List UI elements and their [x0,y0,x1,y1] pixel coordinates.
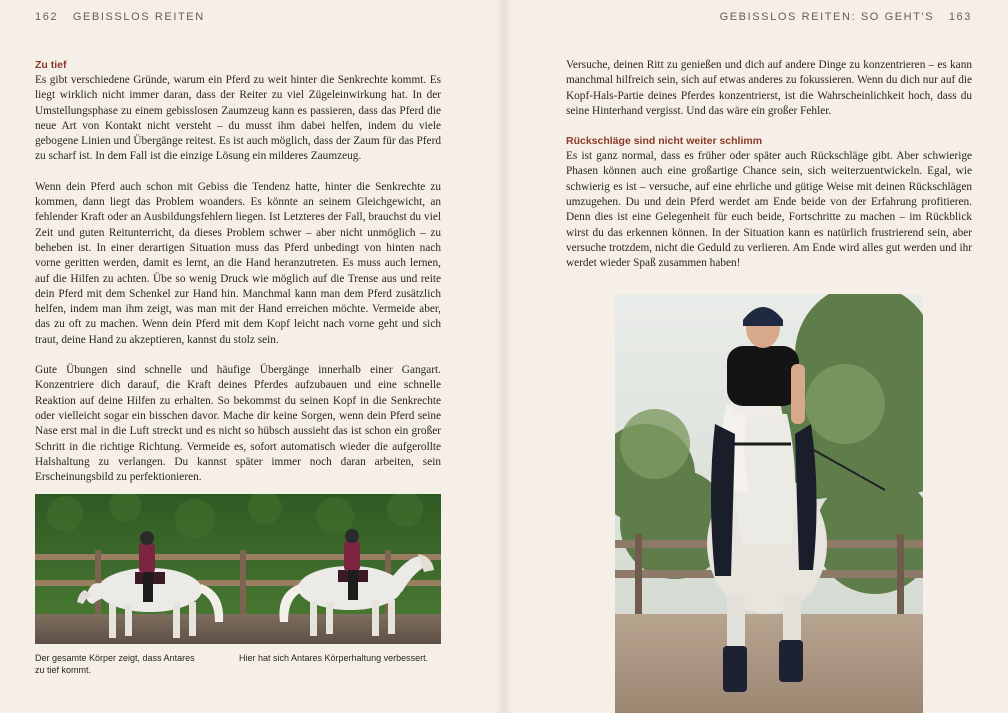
riding-photo-comparison [35,494,441,644]
rider-front-illustration [615,294,923,713]
photo-caption-1: Der gesamte Körper zeigt, dass Antares zu tief kommt. [35,653,195,675]
left-paragraph-1: Es gibt verschiedene Gründe, warum ein Pferd zu weit hinter die Senkrechte kommt. Es liegt wirklich nicht immer daran, dass der Reiter zu viel Zügeleinwirkung hat. In der Umstellungsphase zu einem gebisslosen Zaumzeug kann es passieren, dass das Pferd die neue Art von Kontakt nicht versteht – du musst ihm dabei helfen, indem du viele gebogene Linien und Übergänge reitest. Es ist auch möglich, dass der Zaum für das Pferd zu scharf ist. In dem Fall ist die einzige Lösung ein milderes Zaumzeug. [35,74,441,163]
section-heading-zu-tief: Zu tief [35,59,67,71]
right-running-head [720,11,972,23]
riding-photo-illustration [35,494,441,644]
section-heading-rueckschlaege: Rückschläge sind nicht weiter schlimm [566,135,763,148]
left-paragraph-2: Wenn dein Pferd auch schon mit Gebiss die Tendenz hatte, hinter die Senkrechte zu kommen, dann liegt das Problem woanders. Es könnte an seinem Gleichgewicht, an fehlender Kraft oder an Ausbildungsfehlern liegen. Ist Letzteres der Fall, brauchst du viel Zeit und guten Reitunterricht, da dieses Problem schwer – aber nicht unmöglich – zu beheben ist. In einer derartigen Situation muss das Pferd unbedingt von hinten nach vorne geritten werden, damit es lernt, an die Hand heranzutreten. Es muss auch lernen, auf die Hilfen zu achten. Übe so wenig Druck wie möglich auf die Trense aus und reite dein Pferd mit dem Schenkel zur Hand hin. Manchmal kann man dem Pferd zusätzlich helfen, indem man ihm zeigt, was man mit der Hand erreichen möchte. Vermeide aber, das zu oft zu machen. Wenn dein Pferd mit dem Kopf leicht nach vorne geht und sich traut, deine Hand zu akzeptieren, kannst du stolz sein. [35,180,441,346]
right-intro-paragraph: Versuche, deinen Ritt zu genießen und dich auf andere Dinge zu konzentrieren – es kann manchmal hilfreich sein, sich auf etwas anderes zu fokussieren. Wenn du dich nur auf die Kopf-Hals-Partie deines Pferdes konzentrierst, ist die Wahrscheinlichkeit hoch, dass du seine Hinterhand vergisst. Und das wäre ein großer Fehler. [566,59,972,117]
left-running-head [35,11,205,23]
left-text-column [35,58,441,500]
photo-caption-2: Hier hat sich Antares Körperhaltung verbessert. [239,653,429,663]
right-page [504,0,1008,713]
rider-front-photo [615,294,923,713]
right-paragraph-1: Es ist ganz normal, dass es früher oder später auch Rückschläge gibt. Aber schwierige Phasen können auch eine großartige Chance sein, sich weiterzuentwickeln. Egal, wie schwierig es ist – versuche, auf eine ehrliche und gütige Weise mit deinen Rückschlägen umzugehen. Du und dein Pferd werdet am Ende beide von der Erfahrung profitieren. Denn dies ist eine Gelegenheit für euch beide, Fortschritte zu machen – im Rückblick wirst du das erkennen können. In der Situation kann es natürlich frustrierend sein, aber versuche trotzdem, nicht die Geduld zu verlieren. Am Ende wird alles gut werden und ihr werdet wieder Spaß zusammen haben! [566,150,972,270]
right-text-column [566,58,972,287]
right-running-title: GEBISSLOS REITEN: SO GEHT'S [719,11,935,23]
left-paragraph-3: Gute Übungen sind schnelle und häufige Übergänge innerhalb einer Gangart. Konzentriere dich darauf, die Kraft deines Pferdes aufzubauen und eine schnelle Reaktion auf deine Hilfen zu erhalten. So bekommst du seinen Kopf in die Senkrechte oder vielleicht sogar ein bisschen davor. Mache dir keine Sorgen, wenn dein Pferd seine Nase erst mal in die Luft streckt und es nicht so hübsch aussieht das ist schon ein großer Schritt in die richtige Richtung. Vermeide es, sofort automatisch wieder die aufgerollte Halshaltung zu verlangen. Du kannst später immer noch daran arbeiten, sein Erscheinungsbild zu perfektionieren. [35,364,441,484]
right-page-number: 163 [948,11,972,23]
left-running-title: GEBISSLOS REITEN [72,11,205,23]
left-page-number: 162 [35,11,59,23]
